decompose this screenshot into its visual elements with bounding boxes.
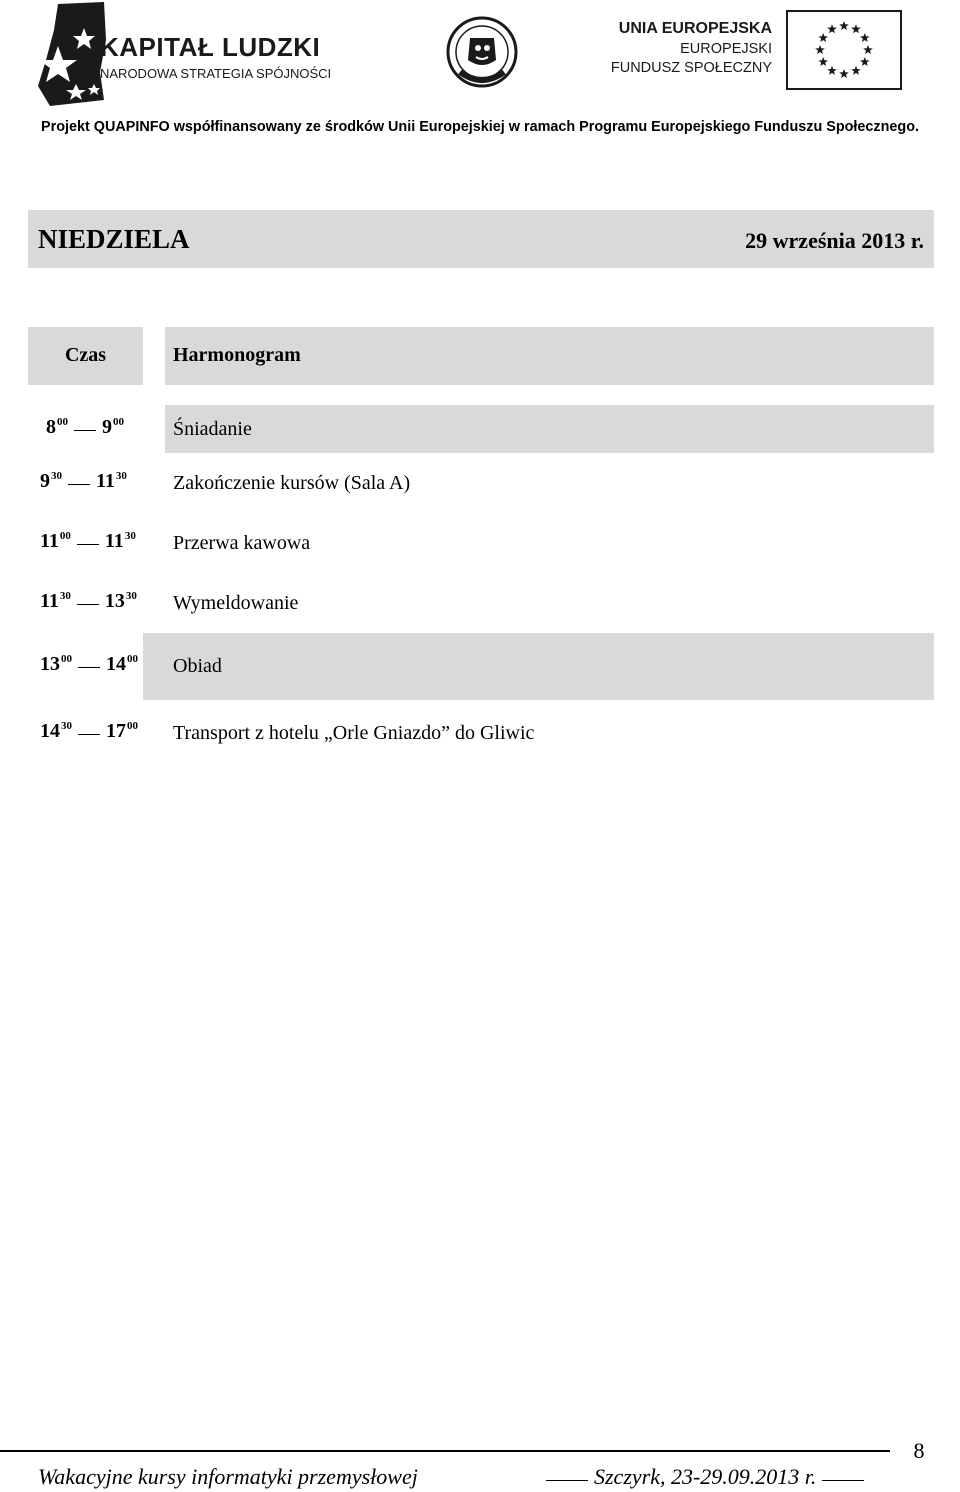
- kapital-ludzki-subtitle: NARODOWA STRATEGIA SPÓJNOŚCI: [100, 66, 332, 81]
- dash: [78, 667, 100, 668]
- end-minute: 30: [125, 590, 137, 602]
- end-minute: 00: [127, 720, 138, 732]
- footer-location-text: Szczyrk, 23-29.09.2013 r.: [594, 1464, 817, 1489]
- eu-label-line1: UNIA EUROPEJSKA: [618, 20, 772, 37]
- dash: [77, 544, 99, 545]
- row-activity: Zakończenie kursów (Sala A): [173, 472, 411, 494]
- end-hour: 13: [104, 590, 125, 612]
- dash: [77, 604, 99, 605]
- table-header-time: Czas: [64, 344, 107, 366]
- dash: [822, 1480, 864, 1481]
- footer-course-title: Wakacyjne kursy informatyki przemysłowej: [38, 1464, 418, 1489]
- kapital-ludzki-title: KAPITAŁ LUDZKI: [100, 32, 321, 62]
- row-time: [40, 590, 137, 613]
- start-minute: 00: [57, 416, 68, 428]
- end-hour: 14: [106, 653, 126, 675]
- start-hour: 13: [40, 653, 60, 675]
- kapital-ludzki-logo: [36, 0, 396, 110]
- end-minute: 00: [113, 416, 124, 428]
- row-time: [40, 470, 127, 493]
- university-seal-icon: [446, 16, 518, 88]
- end-hour: 11: [104, 530, 124, 552]
- stars-emblem-icon: [36, 0, 110, 108]
- row-activity: Transport z hotelu „Orle Gniazdo” do Gliwic: [173, 722, 535, 744]
- dash: [74, 430, 96, 431]
- row-activity: Wymeldowanie: [173, 592, 299, 614]
- day-date: 29 września 2013 r.: [745, 228, 924, 253]
- eu-label-line2: EUROPEJSKI: [680, 41, 772, 57]
- row-activity: Śniadanie: [173, 418, 252, 440]
- footer-rule: [0, 1450, 890, 1452]
- start-hour: 14: [40, 720, 60, 742]
- row-activity: Przerwa kawowa: [173, 532, 311, 554]
- row-time: [40, 653, 138, 676]
- end-minute: 30: [115, 470, 127, 482]
- start-minute: 00: [61, 653, 72, 665]
- row-shading: [165, 405, 934, 453]
- eu-flag-icon: [786, 10, 902, 90]
- start-minute: 30: [59, 590, 71, 602]
- row-time: [40, 530, 136, 553]
- day-name: NIEDZIELA: [38, 224, 190, 254]
- eu-label-line3: FUNDUSZ SPOŁECZNY: [610, 60, 772, 76]
- row-time: [40, 720, 138, 743]
- end-hour: 17: [106, 720, 126, 742]
- page-number: 8: [913, 1438, 925, 1463]
- row-activity: Obiad: [173, 655, 222, 677]
- start-minute: 30: [61, 720, 72, 732]
- start-minute: 00: [59, 530, 71, 542]
- row-time: [46, 416, 124, 439]
- end-hour: 9: [102, 416, 112, 438]
- table-header-schedule: Harmonogram: [173, 344, 301, 366]
- dash: [78, 734, 100, 735]
- dash: [68, 484, 90, 485]
- footer-location-date: [540, 1464, 870, 1490]
- start-hour: 11: [40, 590, 59, 612]
- end-minute: 00: [127, 653, 138, 665]
- dash: [546, 1480, 588, 1481]
- start-hour: 9: [40, 470, 50, 492]
- end-minute: 30: [124, 530, 136, 542]
- project-funding-note: Projekt QUAPINFO współfinansowany ze środków Unii Europejskiej w ramach Programu Europejskiego Funduszu Społecznego.: [41, 119, 919, 135]
- end-hour: 11: [96, 470, 115, 492]
- start-minute: 30: [51, 470, 62, 482]
- start-hour: 8: [46, 416, 56, 438]
- start-hour: 11: [40, 530, 59, 552]
- row-shading: [143, 633, 934, 700]
